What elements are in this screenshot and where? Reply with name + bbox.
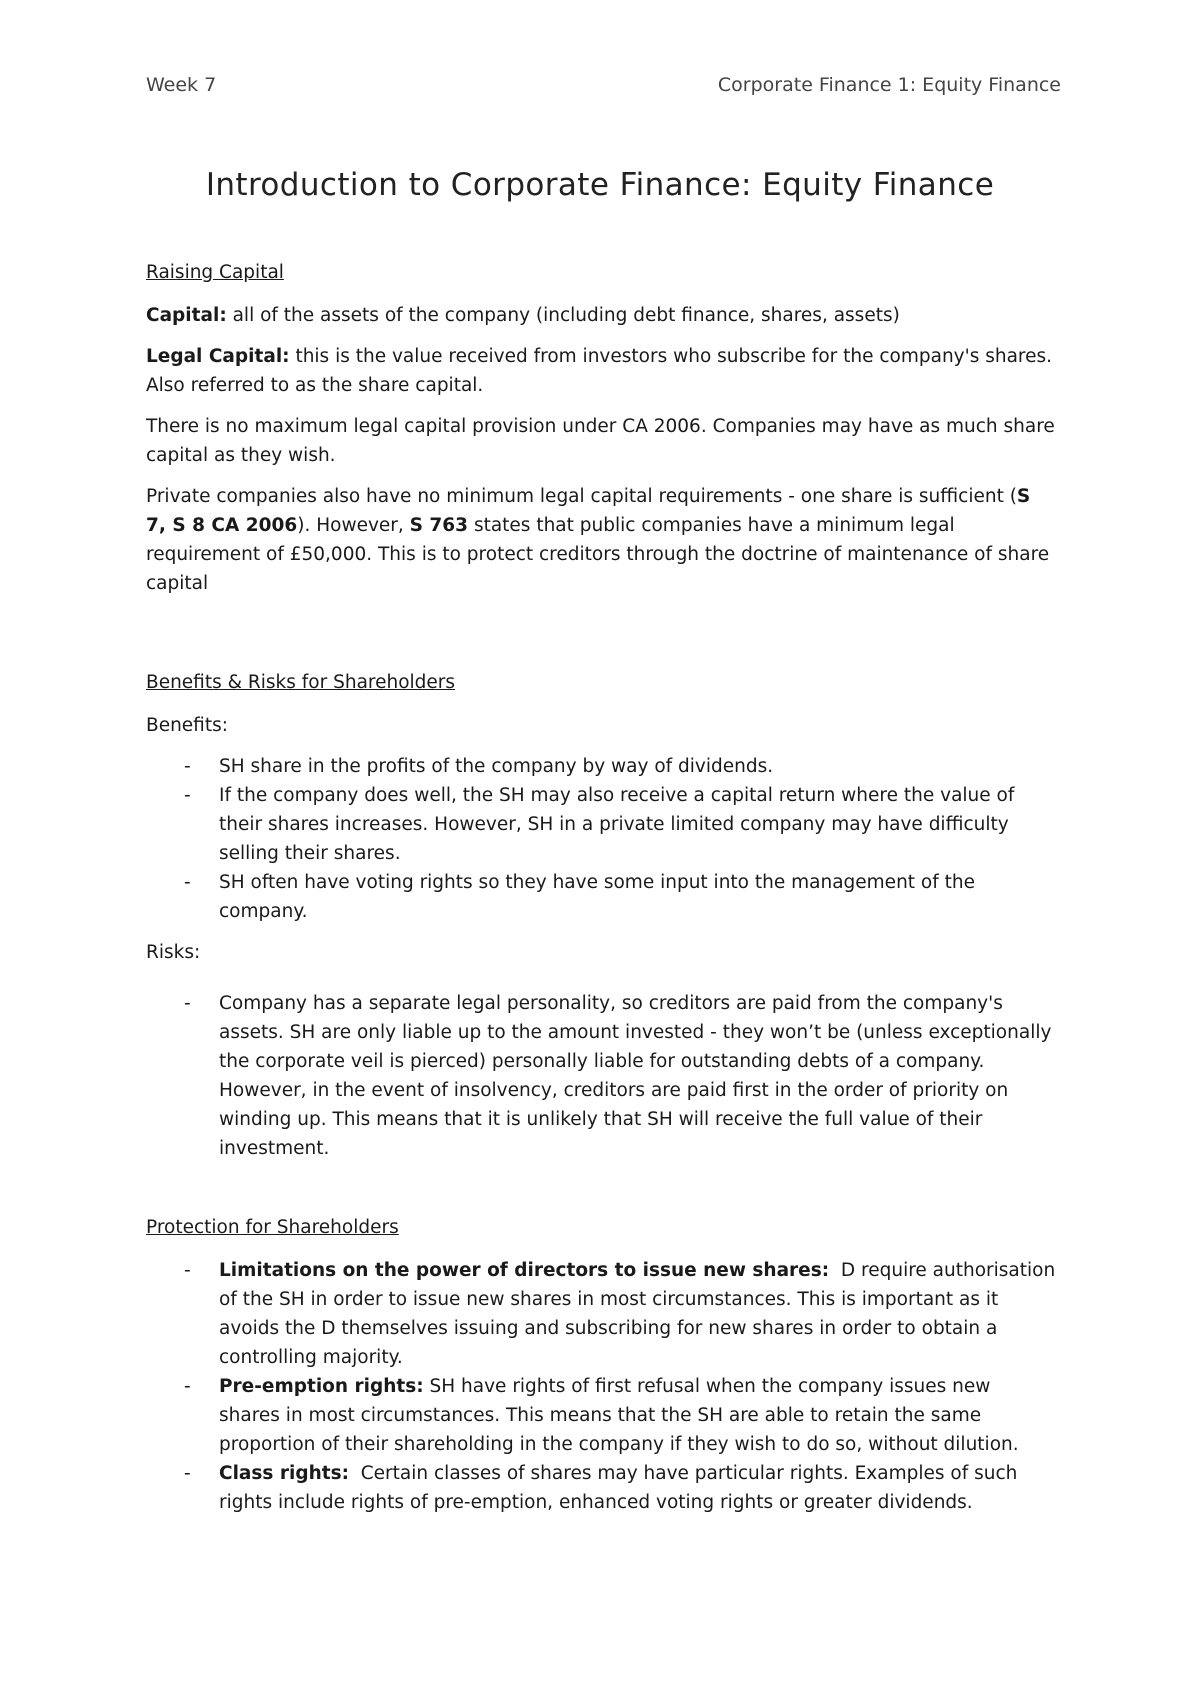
dash-bullet: - [184, 756, 191, 777]
capital-definition [146, 301, 1056, 330]
legal-capital-label: Legal Capital: [146, 346, 290, 367]
benefits-list [146, 752, 1056, 926]
benefit-text: SH share in the profits of the company by way of dividends. [219, 756, 774, 777]
list-item [146, 1256, 1062, 1372]
private-text-1: Private companies also have no minimum legal capital requirements - one share is sufficient ( [146, 486, 1017, 507]
list-item [146, 868, 1056, 926]
benefit-text: SH often have voting rights so they have some input into the management of the company. [219, 872, 975, 922]
risk-text: Company has a separate legal personality, so creditors are paid from the company's assets. SH are only liable up to the amount invested - they won’t be (unless exceptionally the corporate veil is pierced) personally liable for outstanding debts of a company. However, in the event of insolvency, creditors are paid first in the order of priority on winding up. This means that it is unlikely that SH will receive the full value of their investment. [219, 993, 1052, 1159]
no-max-paragraph: There is no maximum legal capital provision under CA 2006. Companies may have as much share capital as they wish. [146, 416, 1055, 466]
dash-bullet: - [184, 1260, 191, 1281]
header-week: Week 7 [146, 74, 217, 96]
list-item [146, 989, 1056, 1163]
dash-bullet: - [184, 1376, 191, 1397]
legal-capital-definition [146, 342, 1056, 400]
header-course: Corporate Finance 1: Equity Finance [717, 74, 1061, 96]
protection-item-label: Limitations on the power of directors to issue new shares: [219, 1260, 830, 1281]
private-text-2: ). However, [297, 515, 410, 536]
spacer [146, 610, 1056, 668]
spacer [146, 1175, 1056, 1213]
section-heading-protection: Protection for Shareholders [146, 1217, 399, 1238]
section-heading-benefits-risks: Benefits & Risks for Shareholders [146, 672, 456, 693]
dash-bullet: - [184, 1463, 191, 1484]
protection-item-label: Pre-emption rights: [219, 1376, 424, 1397]
list-item [146, 781, 1056, 868]
benefit-text: If the company does well, the SH may also receive a capital return where the value of their shares increases. However, SH in a private limited company may have difficulty selling their shares. [219, 785, 1015, 864]
protection-item-text: Certain classes of shares may have particular rights. Examples of such rights include rights of pre-emption, enhanced voting rights or greater dividends. [219, 1463, 1024, 1513]
list-item [146, 752, 1056, 781]
private-companies-paragraph [146, 482, 1056, 598]
section-heading-raising-capital: Raising Capital [146, 262, 284, 283]
list-item [146, 1372, 1056, 1459]
document-body [146, 258, 1062, 1529]
statute-ref-s7-s8: S 7, S 8 CA 2006 [146, 486, 1031, 536]
page-title: Introduction to Corporate Finance: Equity Finance [205, 167, 995, 203]
protection-item-label: Class rights: [219, 1463, 349, 1484]
protection-list [146, 1256, 1062, 1517]
benefits-label: Benefits: [146, 715, 228, 736]
protection-item-text: D require authorisation of the SH in order to issue new shares in most circumstances. This is important as it avoids the D themselves issuing and subscribing for new shares in order to obtain a controlling majority. [219, 1260, 1062, 1368]
risks-label: Risks: [146, 942, 201, 963]
dash-bullet: - [184, 872, 191, 893]
dash-bullet: - [184, 993, 191, 1014]
statute-ref-s763: S 763 [409, 515, 469, 536]
list-item [146, 1459, 1056, 1517]
capital-label: Capital: [146, 305, 227, 326]
protection-item-text: SH have rights of first refusal when the company issues new shares in most circumstances. This means that the SH are able to retain the same proportion of their shareholding in the company if they wish to do so, without dilution. [219, 1376, 1019, 1455]
legal-capital-text: this is the value received from investors who subscribe for the company's shares. Also referred to as the share capital. [146, 346, 1053, 396]
dash-bullet: - [184, 785, 191, 806]
private-text-3: states that public companies have a minimum legal requirement of £50,000. This is to protect creditors through the doctrine of maintenance of share capital [146, 515, 1050, 594]
risks-list [146, 989, 1056, 1163]
capital-text: all of the assets of the company (including debt finance, shares, assets) [226, 305, 900, 326]
